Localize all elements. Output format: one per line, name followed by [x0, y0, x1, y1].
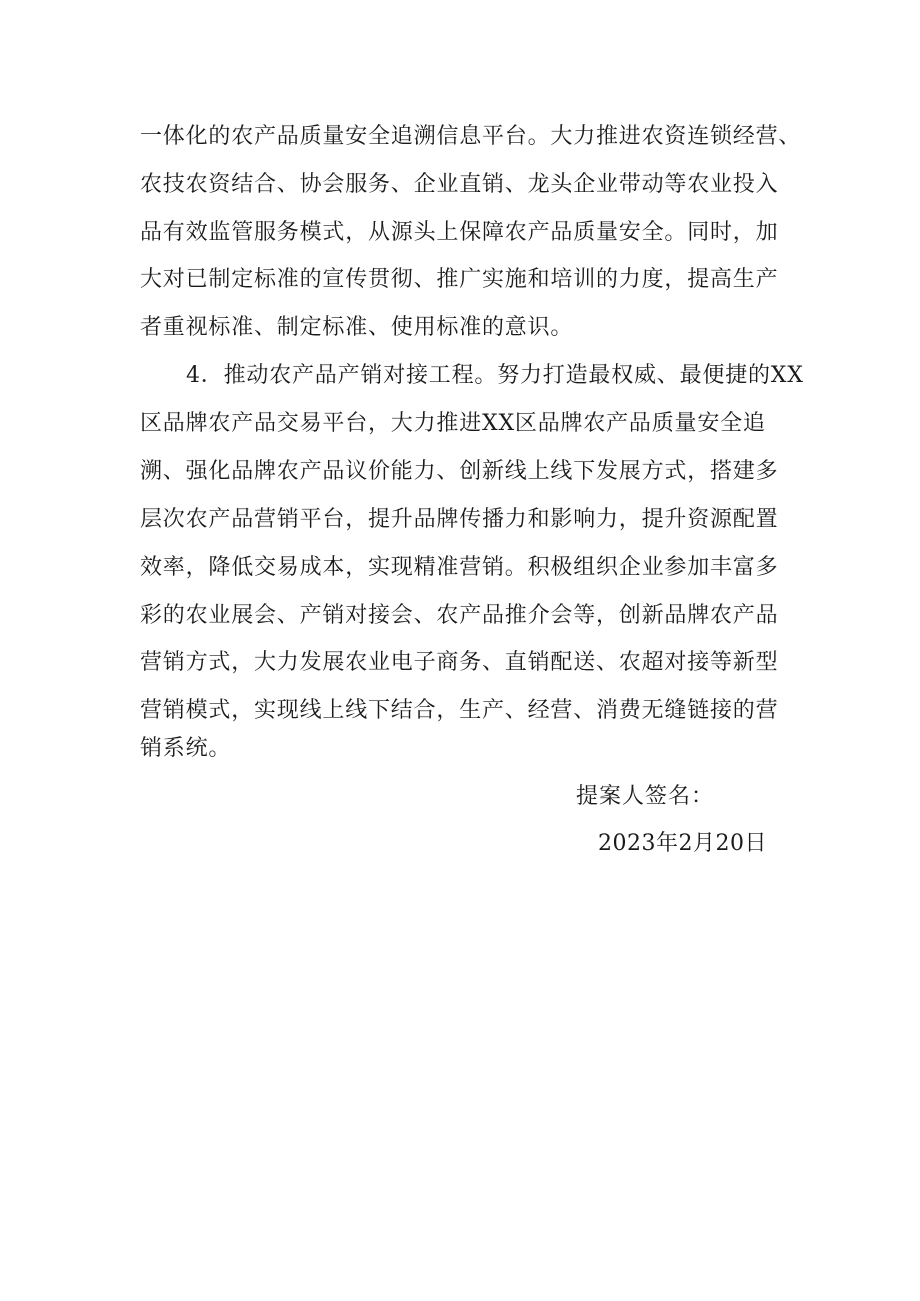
paragraph-line: 层次农产品营销平台，提升品牌传播力和影响力，提升资源配置 — [140, 507, 779, 532]
paragraph-line: 品有效监管服务模式，从源头上保障农产品质量安全。同时，加 — [140, 220, 779, 245]
paragraph-line: 效率，降低交易成本，实现精准营销。积极组织企业参加丰富多 — [140, 555, 779, 580]
document-date: 2023年2月20日 — [598, 831, 767, 856]
paragraph-line: 溯、强化品牌农产品议价能力、创新线上线下发展方式，搭建多 — [140, 459, 779, 484]
signature-label: 提案人签名： — [576, 784, 715, 809]
paragraph-line: 营销模式，实现线上线下结合，生产、经营、消费无缝链接的营 — [140, 698, 779, 723]
paragraph-line: 销系统。 — [140, 736, 232, 761]
paragraph-line: 者重视标准、制定标准、使用标准的意识。 — [140, 315, 574, 340]
paragraph-line: 一体化的农产品质量安全追溯信息平台。大力推进农资连锁经营、 — [140, 124, 802, 149]
paragraph-line: 大对已制定标准的宣传贯彻、推广实施和培训的力度，提高生产 — [140, 267, 779, 292]
paragraph-line: 区品牌农产品交易平台，大力推进XX区品牌农产品质量安全追 — [140, 411, 766, 436]
section-4-heading-line: 4．推动农产品产销对接工程。努力打造最权威、最便捷的XX — [186, 363, 804, 388]
paragraph-line: 彩的农业展会、产销对接会、农产品推介会等，创新品牌农产品 — [140, 603, 779, 628]
paragraph-line: 营销方式，大力发展农业电子商务、直销配送、农超对接等新型 — [140, 650, 779, 675]
paragraph-line: 农技农资结合、协会服务、企业直销、龙头企业带动等农业投入 — [140, 172, 779, 197]
